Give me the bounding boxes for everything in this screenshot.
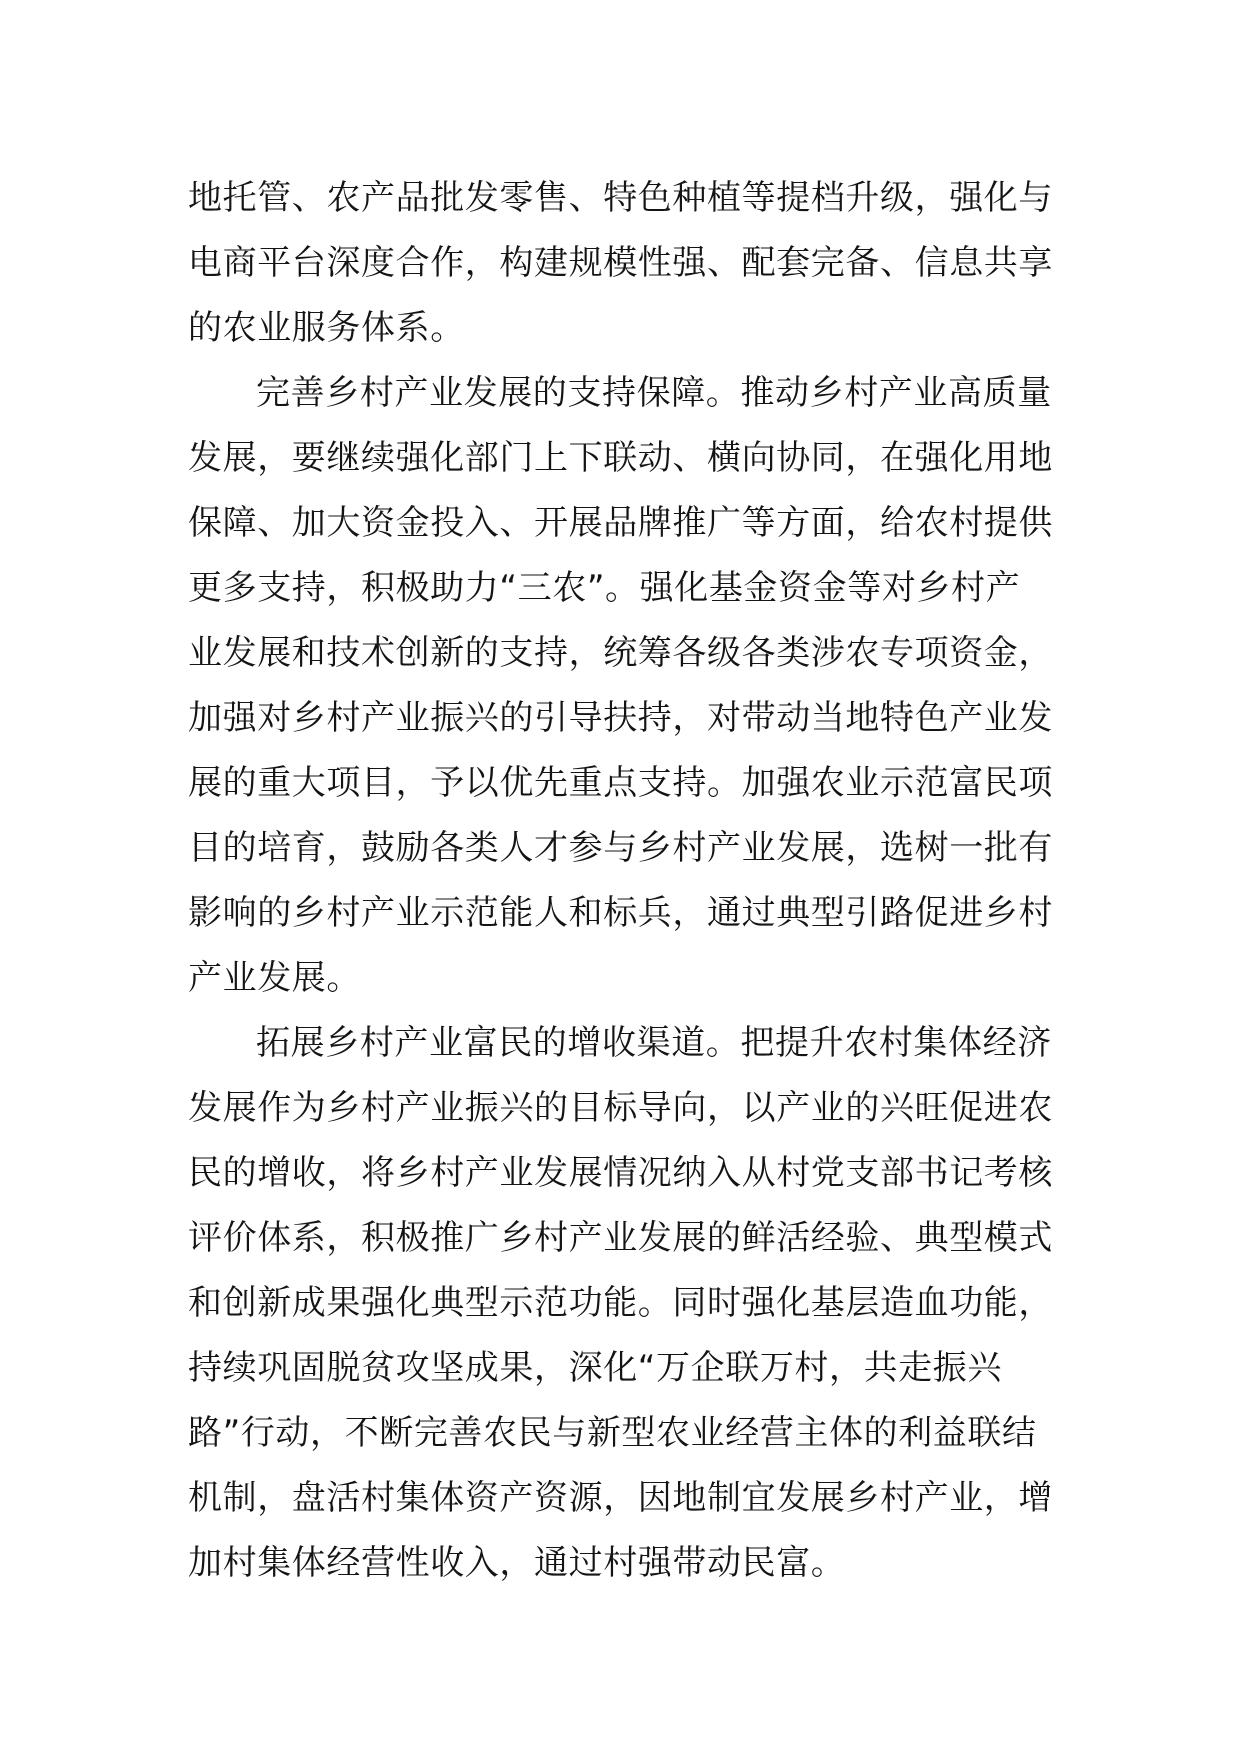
text-line: 发展，要继续强化部门上下联动、横向协同，在强化用地 [188,438,1053,478]
text-line: 地托管、农产品批发零售、特色种植等提档升级，强化与 [188,178,1053,218]
paragraph-1 [188,166,1060,361]
text-line: 影响的乡村产业示范能人和标兵，通过典型引路促进乡村 [188,893,1053,933]
text-line: 展的重大项目，予以优先重点支持。加强农业示范富民项 [188,763,1053,803]
text-line: 发展作为乡村产业振兴的目标导向，以产业的兴旺促进农 [188,1088,1053,1128]
text-line: 路”行动，不断完善农民与新型农业经营主体的利益联结 [188,1413,1037,1453]
text-line: 完善乡村产业发展的支持保障。推动乡村产业高质量 [256,373,1052,413]
text-line: 电商平台深度合作，构建规模性强、配套完备、信息共享 [188,243,1053,283]
text-line: 产业发展。 [188,958,361,998]
text-line: 加村集体经营性收入，通过村强带动民富。 [188,1543,846,1583]
document-body [188,166,1060,1596]
text-line: 的农业服务体系。 [188,308,465,348]
text-line: 拓展乡村产业富民的增收渠道。把提升农村集体经济 [256,1023,1052,1063]
paragraph-3 [188,1011,1060,1596]
text-line: 民的增收，将乡村产业发展情况纳入从村党支部书记考核 [188,1153,1053,1193]
text-line: 和创新成果强化典型示范功能。同时强化基层造血功能， [188,1283,1053,1323]
text-line: 评价体系，积极推广乡村产业发展的鲜活经验、典型模式 [188,1218,1053,1258]
text-line: 目的培育，鼓励各类人才参与乡村产业发展，选树一批有 [188,828,1053,868]
text-line: 更多支持，积极助力“三农”。强化基金资金等对乡村产 [188,568,1021,608]
text-line: 业发展和技术创新的支持，统筹各级各类涉农专项资金， [188,633,1053,673]
text-line: 加强对乡村产业振兴的引导扶持，对带动当地特色产业发 [188,698,1053,738]
text-line: 持续巩固脱贫攻坚成果，深化“万企联万村，共走振兴 [188,1348,1003,1388]
text-line: 机制，盘活村集体资产资源，因地制宜发展乡村产业，增 [188,1478,1053,1518]
paragraph-2 [188,361,1060,1011]
text-line: 保障、加大资金投入、开展品牌推广等方面，给农村提供 [188,503,1053,543]
